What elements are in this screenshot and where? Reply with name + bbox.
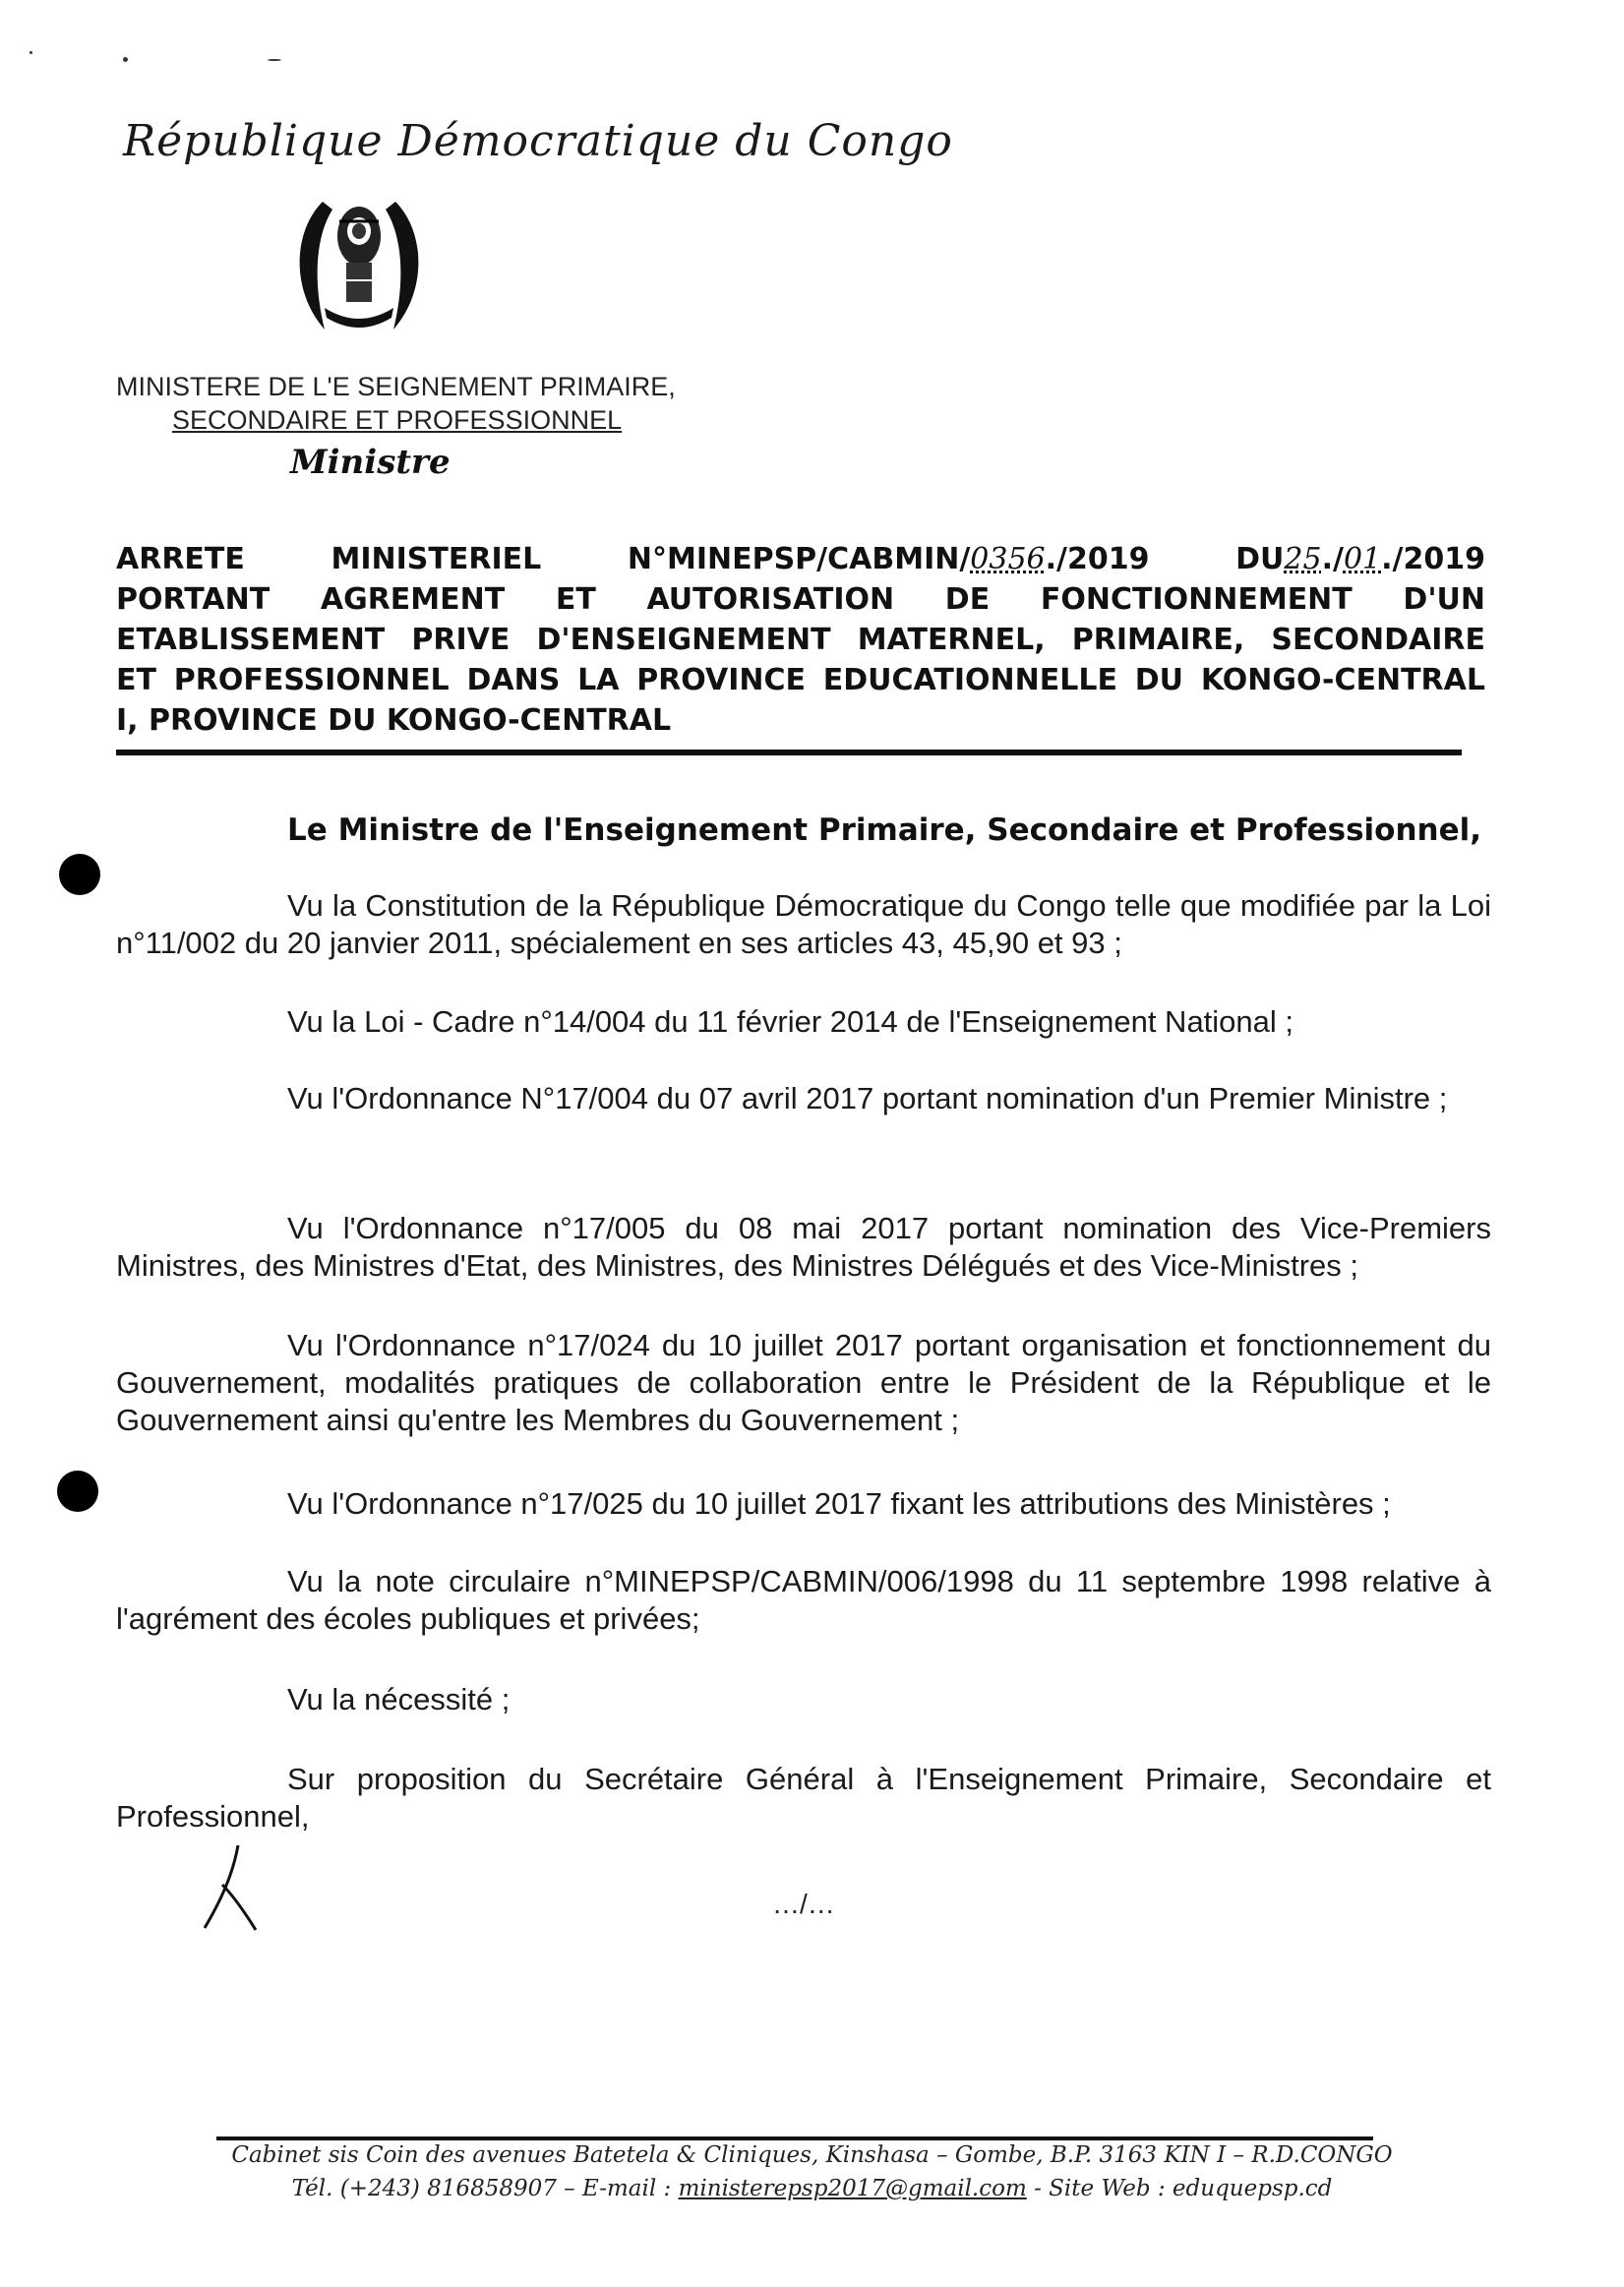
punch-hole-mark: [59, 854, 100, 895]
minister-heading: Le Ministre de l'Enseignement Primaire, Secondaire et Professionnel,: [287, 812, 1482, 848]
ministry-name-line1: MINISTERE DE L'E SEIGNEMENT PRIMAIRE,: [116, 372, 676, 401]
republic-name: République Démocratique du Congo: [123, 116, 953, 166]
decree-title-line4: ET PROFESSIONNEL DANS LA PROVINCE EDUCATIONNELLE DU KONGO-CENTRAL: [116, 663, 1485, 697]
scan-speck: [123, 57, 128, 62]
recital-constitution: Vu la Constitution de la République Démocratique du Congo telle que modifiée par la Loi n°11/002 du 20 janvier 2011, spécialement en ses articles 43, 45,90 et 93 ;: [116, 888, 1491, 960]
recital-loi-cadre: Vu la Loi - Cadre n°14/004 du 11 février 2014 de l'Enseignement National ;: [287, 1004, 1294, 1039]
scan-speck: [268, 59, 281, 61]
decree-number: 0356: [970, 542, 1046, 576]
footer-contact: Tél. (+243) 816858907 – E-mail : ministerepsp2017@gmail.com - Site Web : eduquepsp.cd: [291, 2176, 1333, 2201]
decree-title: [116, 539, 1485, 741]
recital-ordonnance-17-005: Vu l'Ordonnance n°17/005 du 08 mai 2017 portant nomination des Vice-Premiers Ministres, des Ministres d'Etat, des Ministres, des Ministres Délégués et des Vice-Ministres ;: [116, 1211, 1491, 1283]
footer-divider: [216, 2137, 1373, 2140]
scan-speck: [30, 51, 32, 54]
recital-ordonnance-17-004: Vu l'Ordonnance N°17/004 du 07 avril 2017 portant nomination d'un Premier Ministre ;: [287, 1081, 1448, 1115]
ministre-label: Ministre: [290, 443, 451, 482]
decree-month: 01: [1343, 542, 1382, 576]
ministry-name-line2: SECONDAIRE ET PROFESSIONNEL: [172, 405, 623, 435]
decree-title-line3: ETABLISSEMENT PRIVE D'ENSEIGNEMENT MATERNEL, PRIMAIRE, SECONDAIRE: [116, 623, 1485, 657]
punch-hole-mark: [57, 1471, 98, 1512]
page-continuation-mark: …/…: [772, 1889, 835, 1919]
recital-ordonnance-17-025: Vu l'Ordonnance n°17/025 du 10 juillet 2017 fixant les attributions des Ministères ;: [287, 1486, 1391, 1521]
footer-email-link[interactable]: ministerepsp2017@gmail.com: [678, 2176, 1027, 2201]
title-divider: [116, 750, 1462, 755]
recital-note-circulaire: Vu la note circulaire n°MINEPSP/CABMIN/006/1998 du 11 septembre 1998 relative à l'agrément des écoles publiques et privées;: [116, 1564, 1491, 1636]
decree-title-line1: ARRETE MINISTERIEL N°MINEPSP/CABMIN/0356./2019 DU25./01./2019: [116, 542, 1485, 576]
decree-title-line2: PORTANT AGREMENT ET AUTORISATION DE FONCTIONNEMENT D'UN: [116, 582, 1485, 617]
initials-signature: [197, 1837, 266, 1936]
decree-title-line5: I, PROVINCE DU KONGO-CENTRAL: [116, 703, 672, 738]
footer-address: Cabinet sis Coin des avenues Batetela & Cliniques, Kinshasa – Gombe, B.P. 3163 KIN I – R.D.CONGO: [231, 2142, 1393, 2168]
decree-day: 25: [1284, 542, 1322, 576]
recital-proposition: Sur proposition du Secrétaire Général à l'Enseignement Primaire, Secondaire et Professionnel,: [116, 1762, 1491, 1834]
recital-necessite: Vu la nécessité ;: [287, 1682, 511, 1716]
coat-of-arms-emblem: [285, 182, 433, 344]
recital-ordonnance-17-024: Vu l'Ordonnance n°17/024 du 10 juillet 2017 portant organisation et fonctionnement du Gouvernement, modalités pratiques de collaboration entre le Président de la République et le Gouvernement ainsi qu'entre les Membres du Gouvernement ;: [116, 1328, 1491, 1437]
